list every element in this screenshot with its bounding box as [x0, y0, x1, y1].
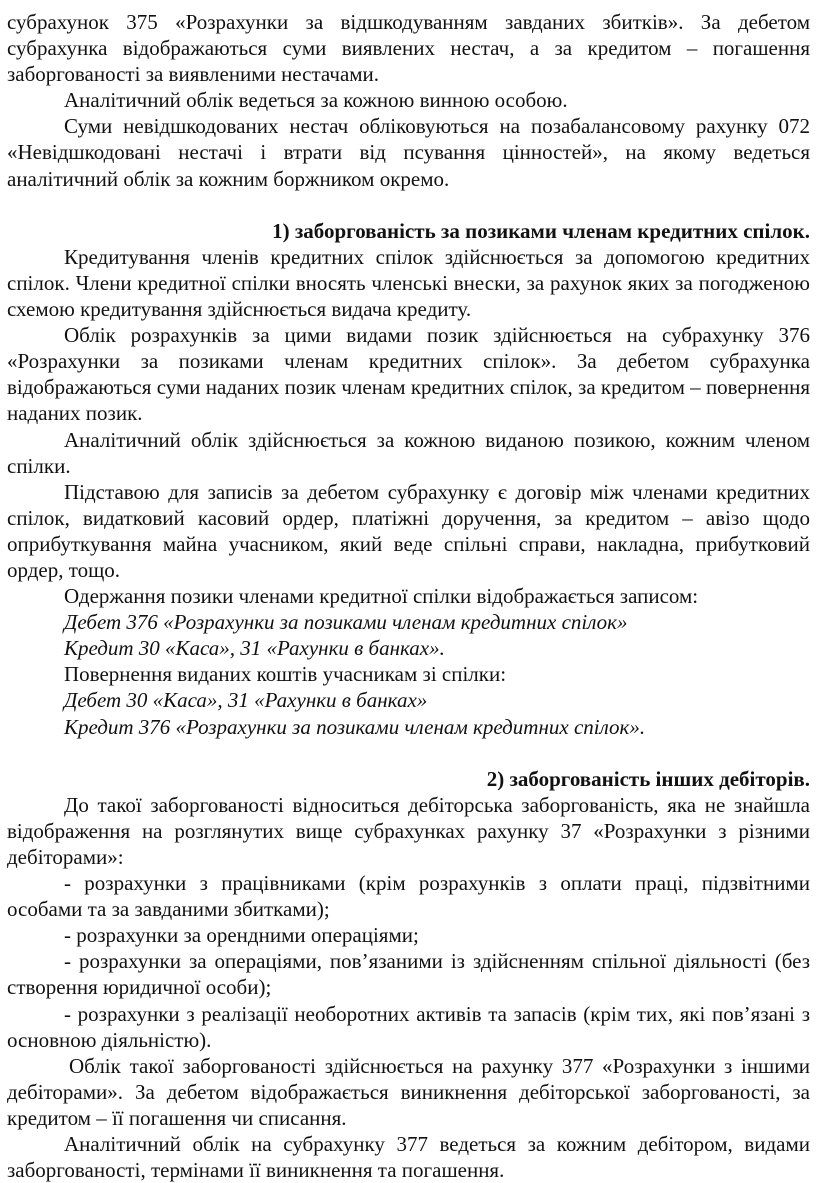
paragraph-other-debtors-definition: До такої заборгованості відноситься дебіторська заборгованість, яка не знайшла відображення на розглянутих вище субрахунках рахунку 37 «Розрахунки з різними дебіторами»:: [7, 792, 810, 869]
entry-credit-376: Кредит 376 «Розрахунки за позиками членам кредитних спілок».: [64, 714, 646, 739]
paragraph-basis-for-entries: Підставою для записів за дебетом субрахунку є договір між членами кредитних спілок, видатковий касовий ордер, платіжні доручення, за кредитом – авізо щодо оприбуткування майна учасником, який веде спільні справи, накладна, прибутковий ордер, тощо.: [7, 479, 810, 582]
section-heading-credit-unions: 1) заборгованість за позиками членам кредитних спілок.: [272, 218, 810, 243]
paragraph-analytical-376: Аналітичний облік здійснюється за кожною виданою позикою, кожним членом спілки.: [7, 427, 810, 478]
document-page: [7, 9, 810, 1183]
paragraph-credit-union-lending: Кредитування членів кредитних спілок здійснюється за допомогою кредитних спілок. Члени кредитної спілки вносять членські внески, за рахунок яких за погодженою схемою кредитування здійснюється видача кредиту.: [7, 244, 810, 322]
section-heading-other-debtors: 2) заборгованість інших дебіторів.: [486, 766, 810, 791]
paragraph-subaccount-377: Облік такої заборгованості здійснюється на рахунку 377 «Розрахунки з іншими дебіторами». За дебетом відображається виникнення дебіторської заборгованості, за кредитом – її погашення чи списання.: [7, 1053, 810, 1130]
list-item-leases: - розрахунки за орендними операціями;: [64, 923, 419, 948]
entry-debit-30-31: Дебет 30 «Каса», 31 «Рахунки в банках»: [64, 688, 428, 713]
paragraph-repayment-entry: Повернення виданих коштів учасникам зі спілки:: [64, 662, 507, 687]
paragraph-subaccount-375: субрахунок 375 «Розрахунки за відшкодуванням завданих збитків». За дебетом субрахунка відображаються суми виявлених нестач, а за кредитом – погашення заборгованості за виявленими нестачами.: [7, 10, 810, 87]
list-item-joint-activity: - розрахунки за операціями, пов’язаними із здійсненням спільної діяльності (без створення юридичної особи);: [7, 949, 810, 1000]
blank-line: [7, 740, 810, 766]
paragraph-offbalance-072: Суми невідшкодованих нестач обліковуються на позабалансовому рахунку 072 «Невідшкодовані нестачі і втрати від псування цінностей», на якому ведеться аналітичний облік за кожним боржником окремо.: [7, 114, 810, 191]
blank-line: [7, 192, 810, 218]
list-item-employees: - розрахунки з працівниками (крім розрахунків з оплати праці, підзвітними особами та за завданими збитками);: [7, 871, 810, 922]
entry-credit-30-31: Кредит 30 «Каса», 31 «Рахунки в банках».: [64, 636, 445, 661]
paragraph-analytical-377: Аналітичний облік на субрахунку 377 ведеться за кожним дебітором, видами заборгованості, термінами її виникнення та погашення.: [7, 1132, 810, 1183]
paragraph-loan-receipt-entry: Одержання позики членами кредитної спілки відображається записом:: [64, 584, 699, 609]
entry-debit-376: Дебет 376 «Розрахунки за позиками членам кредитних спілок»: [64, 610, 628, 635]
list-item-asset-sales: - розрахунки з реалізації необоротних активів та запасів (крім тих, які пов’язані з основною діяльністю).: [7, 1001, 810, 1052]
paragraph-subaccount-376: Облік розрахунків за цими видами позик здійснюється на субрахунку 376 «Розрахунки за позиками членам кредитних спілок». За дебетом субрахунка відображаються суми наданих позик членам кредитних спілок, за кредитом – повернення наданих позик.: [7, 323, 810, 426]
paragraph-analytical-375: Аналітичний облік ведеться за кожною винною особою.: [64, 88, 568, 113]
